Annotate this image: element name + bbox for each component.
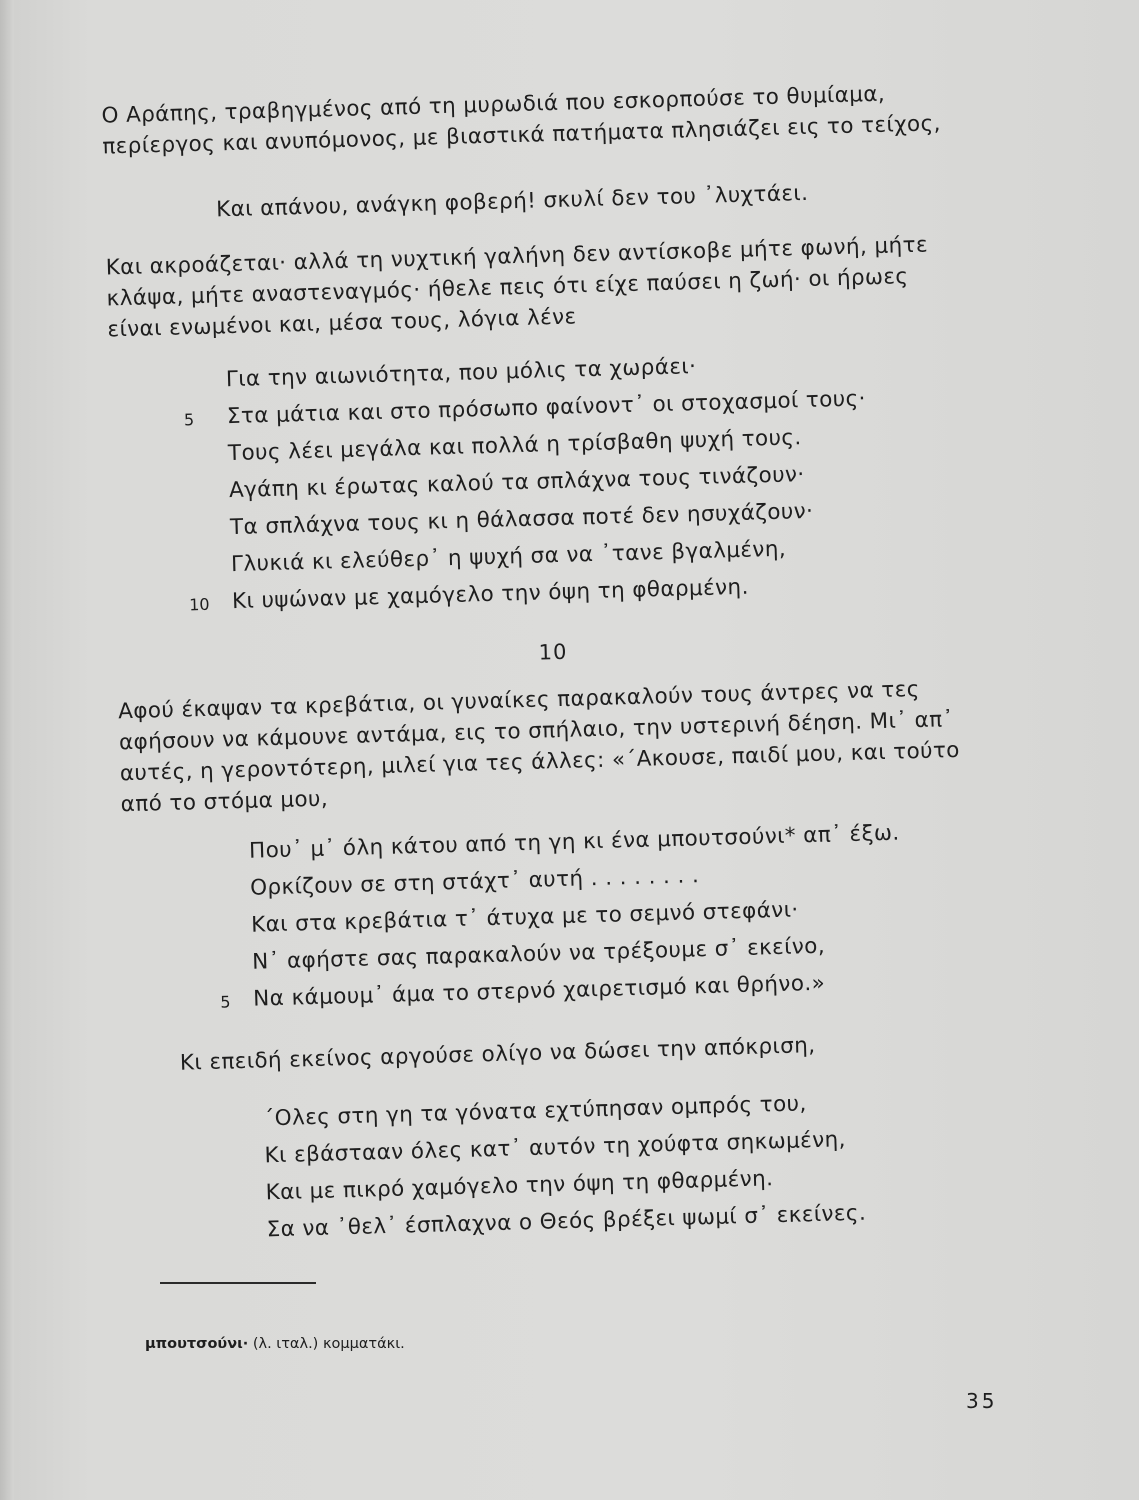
paragraph-3: Και ακροάζεται· αλλά τη νυχτική γαλήνη δεν αντίσκοβε μήτε φωνή, μήτε κλάψα, μήτε αναστεναγμός· ήθελε πεις ότι είχε παύσει η ζωή· οι ήρωες είναι ενωμένοι και, μέσα τους, λόγια λένε [105,232,929,343]
verse2-line-1: Που᾿ μ᾿ όλη κάτου από τη γη κι ένα μπουτσούνι* απ᾿ έξω. [248,820,900,864]
verse2-line-5: Να κάμουμ᾿ άμα το στερνό χαιρετισμό και θρήνο.» [252,970,826,1012]
verse3-line-4: Σα να ᾿θελ᾿ έσπλαχνα ο Θεός βρέξει ψωμί σ᾿ εκείνες. [266,1200,867,1243]
verse1-line-7: Κι υψώναν με χαμόγελο την όψη τη φθαρμένη. [231,574,750,615]
verse1-line-3: Τους λέει μεγάλα και πολλά η τρίσβαθη ψυχή τους. [227,425,802,467]
verse1-line-2: Στα μάτια και στο πρόσωπο φαίνοντ᾿ οι στοχασμοί τους· [226,386,867,430]
verse3-line-3: Και με πικρό χαμόγελο την όψη τη φθαρμένη. [265,1166,774,1206]
footnote-term: μπουτσούνι· [145,1336,249,1352]
verse3-line-2: Κι εβάστααν όλες κατ᾿ αυτόν τη χούφτα σηκωμένη, [264,1127,847,1169]
verse1-line-number-10: 10 [188,594,210,615]
paragraph-4: Αφού έκαψαν τα κρεβάτια, οι γυναίκες παρακαλούν τους άντρες να τες αφήσουν να κάμουνε αντάμα, εις το σπήλαιο, την υστερινή δέηση. Μι᾿ απ᾿ αυτές, η γεροντότερη, μιλεί για τες άλλες: «΄Ακουσε, παιδί μου, και τούτο από το στόμα μου, [117,676,961,818]
section-number: 10 [538,639,568,665]
footnote-definition: (λ. ιταλ.) κομματάκι. [252,1336,405,1352]
verse2-line-4: Ν᾿ αφήστε σας παρακαλούν να τρέξουμε σ᾿ εκείνο, [251,933,826,975]
verse2-line-3: Και στα κρεβάτια τ᾿ άτυχα με το σεμνό στεφάνι· [250,897,799,938]
footnote-divider [160,1282,316,1284]
verse1-line-1: Για την αιωνιότητα, που μόλις τα χωράει· [225,354,697,393]
verse1-line-4: Αγάπη κι έρωτας καλού τα σπλάχνα τους τινάζουν· [228,462,805,504]
paragraph-2: Και απάνου, ανάγκη φοβερή! σκυλί δεν του ᾿λυχτάει. [215,180,809,223]
verse2-line-number-5: 5 [220,992,231,1012]
paragraph-5: Κι επειδή εκείνος αργούσε ολίγο να δώσει την απόκριση, [179,1033,816,1076]
page-number: 35 [966,1389,998,1413]
verse2-line-2: Ορκίζουν σε στη στάχτ᾿ αυτή . . . . . . . . [249,863,700,901]
verse1-line-6: Γλυκιά κι ελεύθερ᾿ η ψυχή σα να ᾿τανε βγαλμένη, [230,536,787,578]
verse1-line-5: Τα σπλάχνα τους κι η θάλασσα ποτέ δεν ησυχάζουν· [229,498,814,541]
verse1-line-number-5: 5 [183,410,195,430]
paragraph-1: Ο Αράπης, τραβηγμένος από τη μυρωδιά που εσκορπούσε το θυμίαμα, περίεργος και ανυπόμονος, με βιαστικά πατήματα πλησιάζει εις το τείχος, [101,81,942,160]
verse3-line-1: ΄Ολες στη γη τα γόνατα εχτύπησαν ομπρός του, [263,1091,808,1132]
footnote [145,1336,405,1352]
